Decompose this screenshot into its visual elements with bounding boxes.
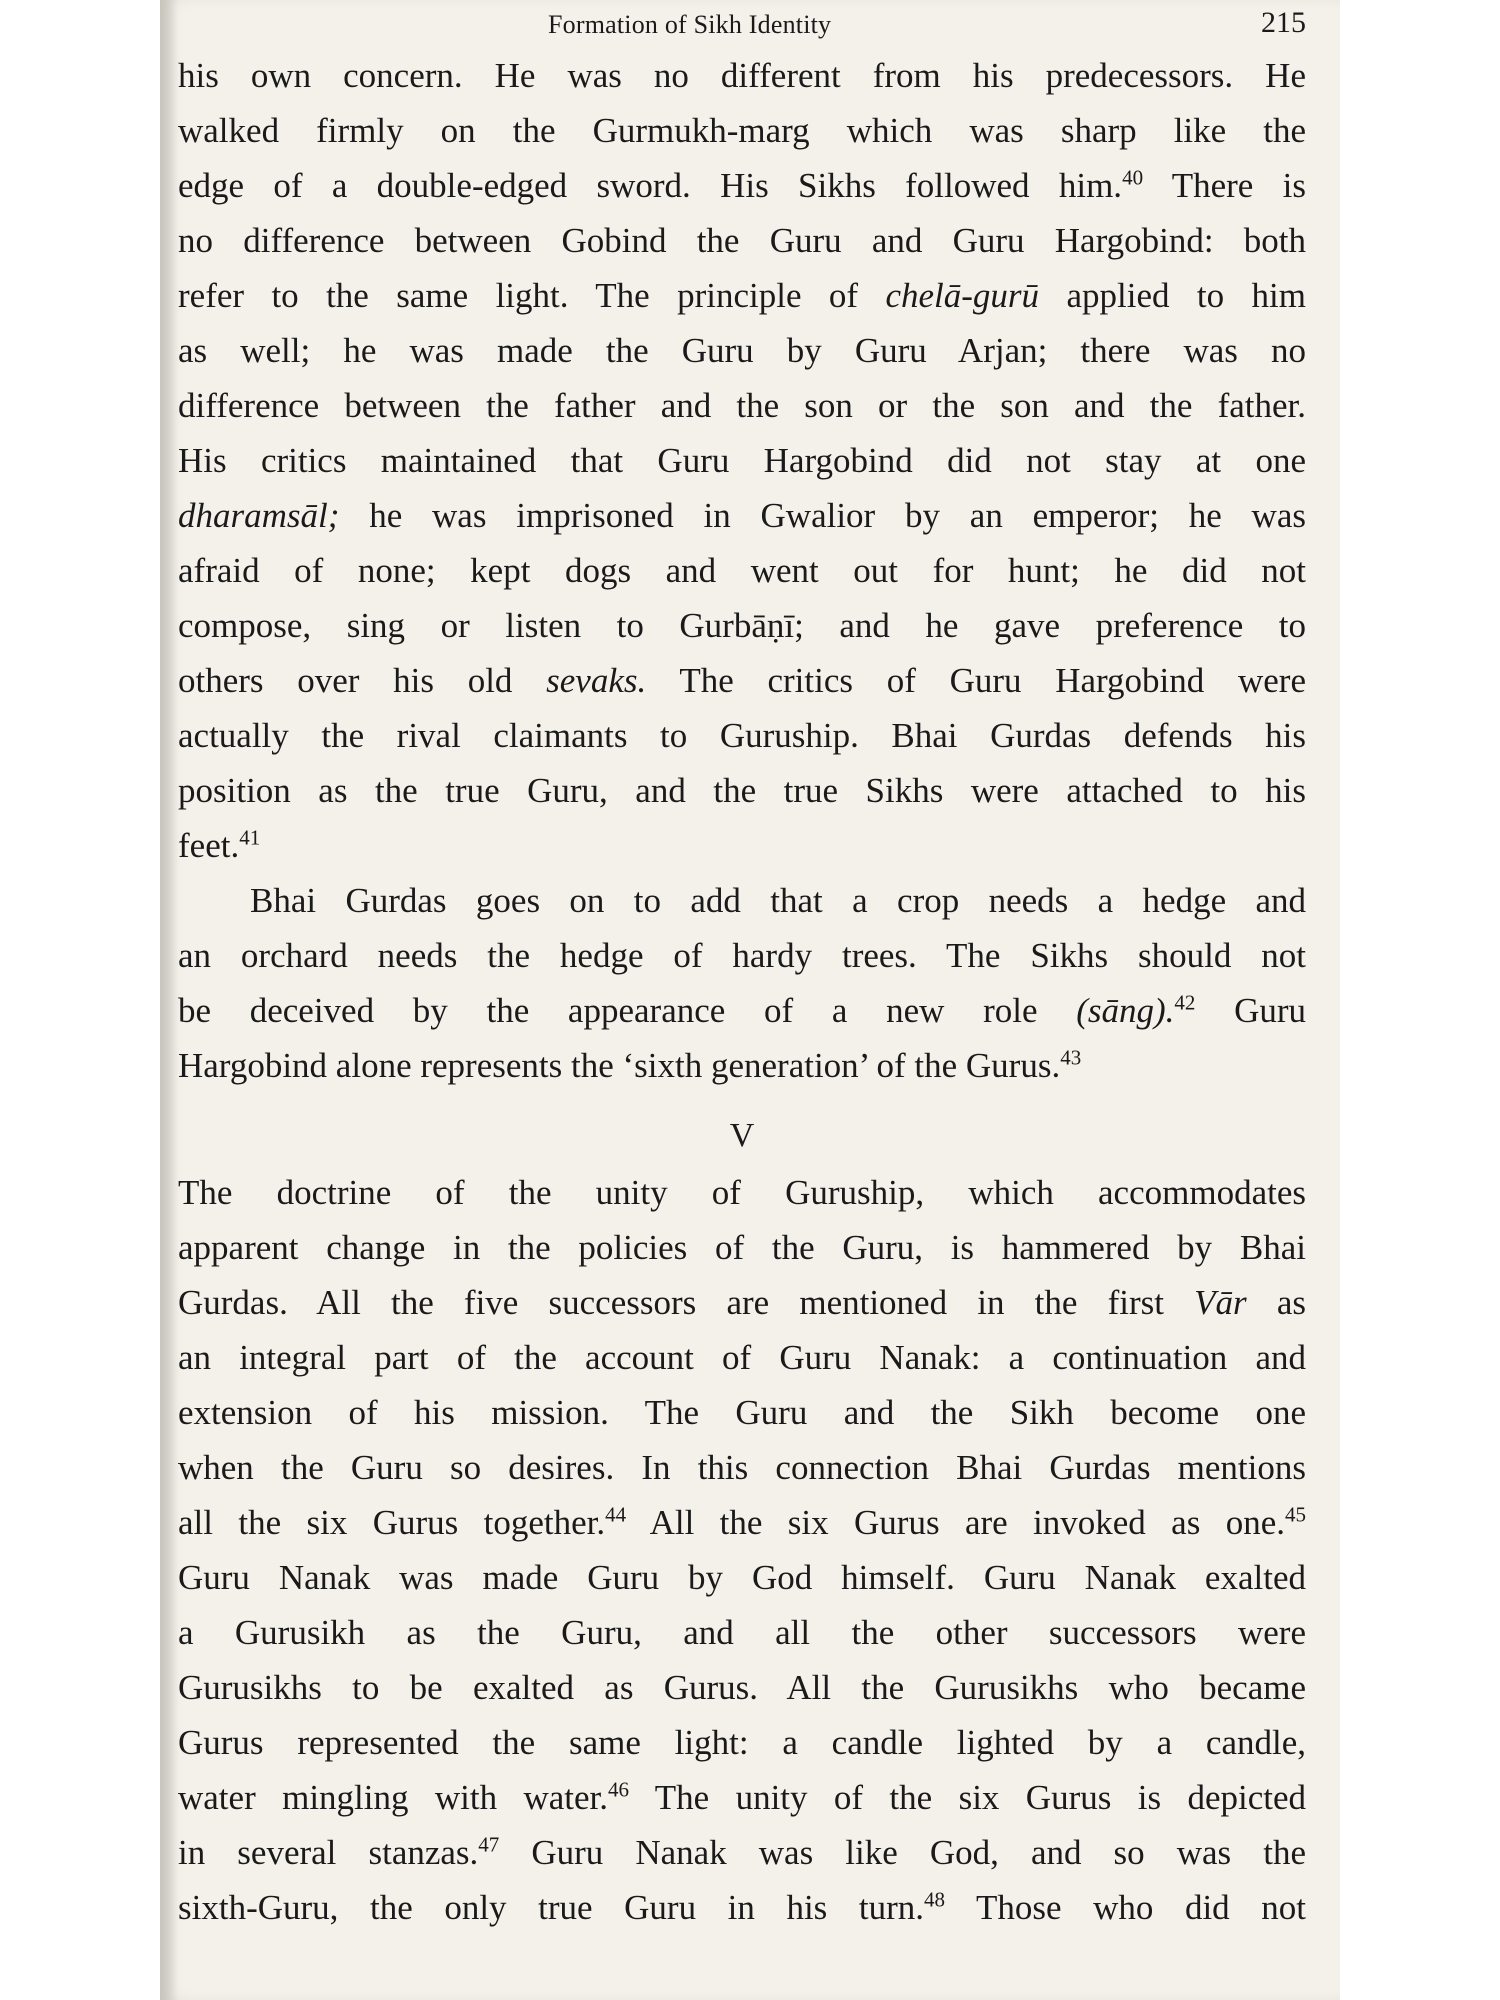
text-line: others over his old sevaks. The critics of Guru Hargobind were	[178, 661, 1306, 700]
footnote-ref: 46	[608, 1777, 630, 1802]
text-line: all the six Gurus together.$^{44}$ All the six Gurus are invoked as one.$^{45}$	[178, 1502, 1306, 1542]
text-line: Bhai Gurdas goes on to add that a crop needs a hedge and	[250, 881, 1306, 920]
text-line: The doctrine of the unity of Guruship, which accommodates	[178, 1173, 1306, 1212]
text-line: as well; he was made the Guru by Guru Arjan; there was no	[178, 331, 1306, 370]
body-text	[178, 48, 1306, 1935]
section-heading: V	[729, 1117, 755, 1154]
text-line: sixth-Guru, the only true Guru in his turn.$^{48}$ Those who did not	[178, 1887, 1306, 1927]
text-line: feet.$^{41}$	[178, 825, 261, 865]
text-line: when the Guru so desires. In this connection Bhai Gurdas mentions	[178, 1448, 1306, 1487]
text-line: Gurusikhs to be exalted as Gurus. All the Gurusikhs who became	[178, 1668, 1306, 1707]
text-line: His critics maintained that Guru Hargobind did not stay at one	[178, 441, 1306, 480]
text-line: dharamsāl; he was imprisoned in Gwalior by an emperor; he was	[178, 496, 1306, 535]
footnote-ref: 47	[478, 1832, 500, 1857]
text-line: an integral part of the account of Guru Nanak: a continuation and	[178, 1338, 1306, 1377]
running-header	[178, 6, 1310, 46]
text-line: apparent change in the policies of the Guru, is hammered by Bhai	[178, 1228, 1306, 1267]
footnote-ref: 41	[239, 825, 261, 850]
footnote-ref: 43	[1060, 1045, 1082, 1070]
text-line: an orchard needs the hedge of hardy trees. The Sikhs should not	[178, 936, 1306, 975]
footnote-ref: 48	[924, 1887, 946, 1912]
text-line: Gurus represented the same light: a candle lighted by a candle,	[178, 1723, 1306, 1762]
text-line: position as the true Guru, and the true Sikhs were attached to his	[178, 771, 1306, 810]
text-line: his own concern. He was no different from his predecessors. He	[178, 56, 1306, 95]
text-line: no difference between Gobind the Guru and Guru Hargobind: both	[178, 221, 1306, 260]
text-line: refer to the same light. The principle of chelā-gurū applied to him	[178, 276, 1306, 315]
text-line: a Gurusikh as the Guru, and all the other successors were	[178, 1613, 1306, 1652]
text-line: actually the rival claimants to Guruship. Bhai Gurdas defends his	[178, 716, 1306, 755]
text-line: be deceived by the appearance of a new role (sāng).$^{42}$ Guru	[178, 990, 1306, 1030]
text-line: Hargobind alone represents the ‘sixth generation’ of the Gurus.$^{43}$	[178, 1045, 1082, 1085]
text-line: walked firmly on the Gurmukh-marg which was sharp like the	[178, 111, 1306, 150]
text-line: afraid of none; kept dogs and went out for hunt; he did not	[178, 551, 1306, 590]
page-number: 215	[1261, 6, 1306, 39]
footnote-ref: 40	[1122, 165, 1144, 190]
paragraph-3	[178, 1165, 1306, 1935]
text-line: difference between the father and the son or the son and the father.	[178, 386, 1306, 425]
text-line: water mingling with water.$^{46}$ The unity of the six Gurus is depicted	[178, 1777, 1307, 1817]
footnote-ref: 42	[1174, 990, 1196, 1015]
paragraph-2	[178, 873, 1306, 1093]
text-line: in several stanzas.$^{47}$ Guru Nanak was like God, and so was the	[178, 1832, 1306, 1872]
footnote-ref: 45	[1285, 1502, 1306, 1527]
text-line: compose, sing or listen to Gurbāṇī; and he gave preference to	[178, 606, 1306, 645]
book-page	[160, 0, 1340, 2000]
footnote-ref: 44	[605, 1502, 627, 1527]
text-line: Gurdas. All the five successors are mentioned in the first Vār as	[178, 1283, 1307, 1322]
text-line: extension of his mission. The Guru and the Sikh become one	[178, 1393, 1306, 1432]
text-line: Guru Nanak was made Guru by God himself. Guru Nanak exalted	[178, 1558, 1306, 1597]
running-title: Formation of Sikh Identity	[548, 10, 832, 39]
paragraph-1	[178, 48, 1306, 873]
text-line: edge of a double-edged sword. His Sikhs followed him.$^{40}$ There is	[178, 165, 1306, 205]
